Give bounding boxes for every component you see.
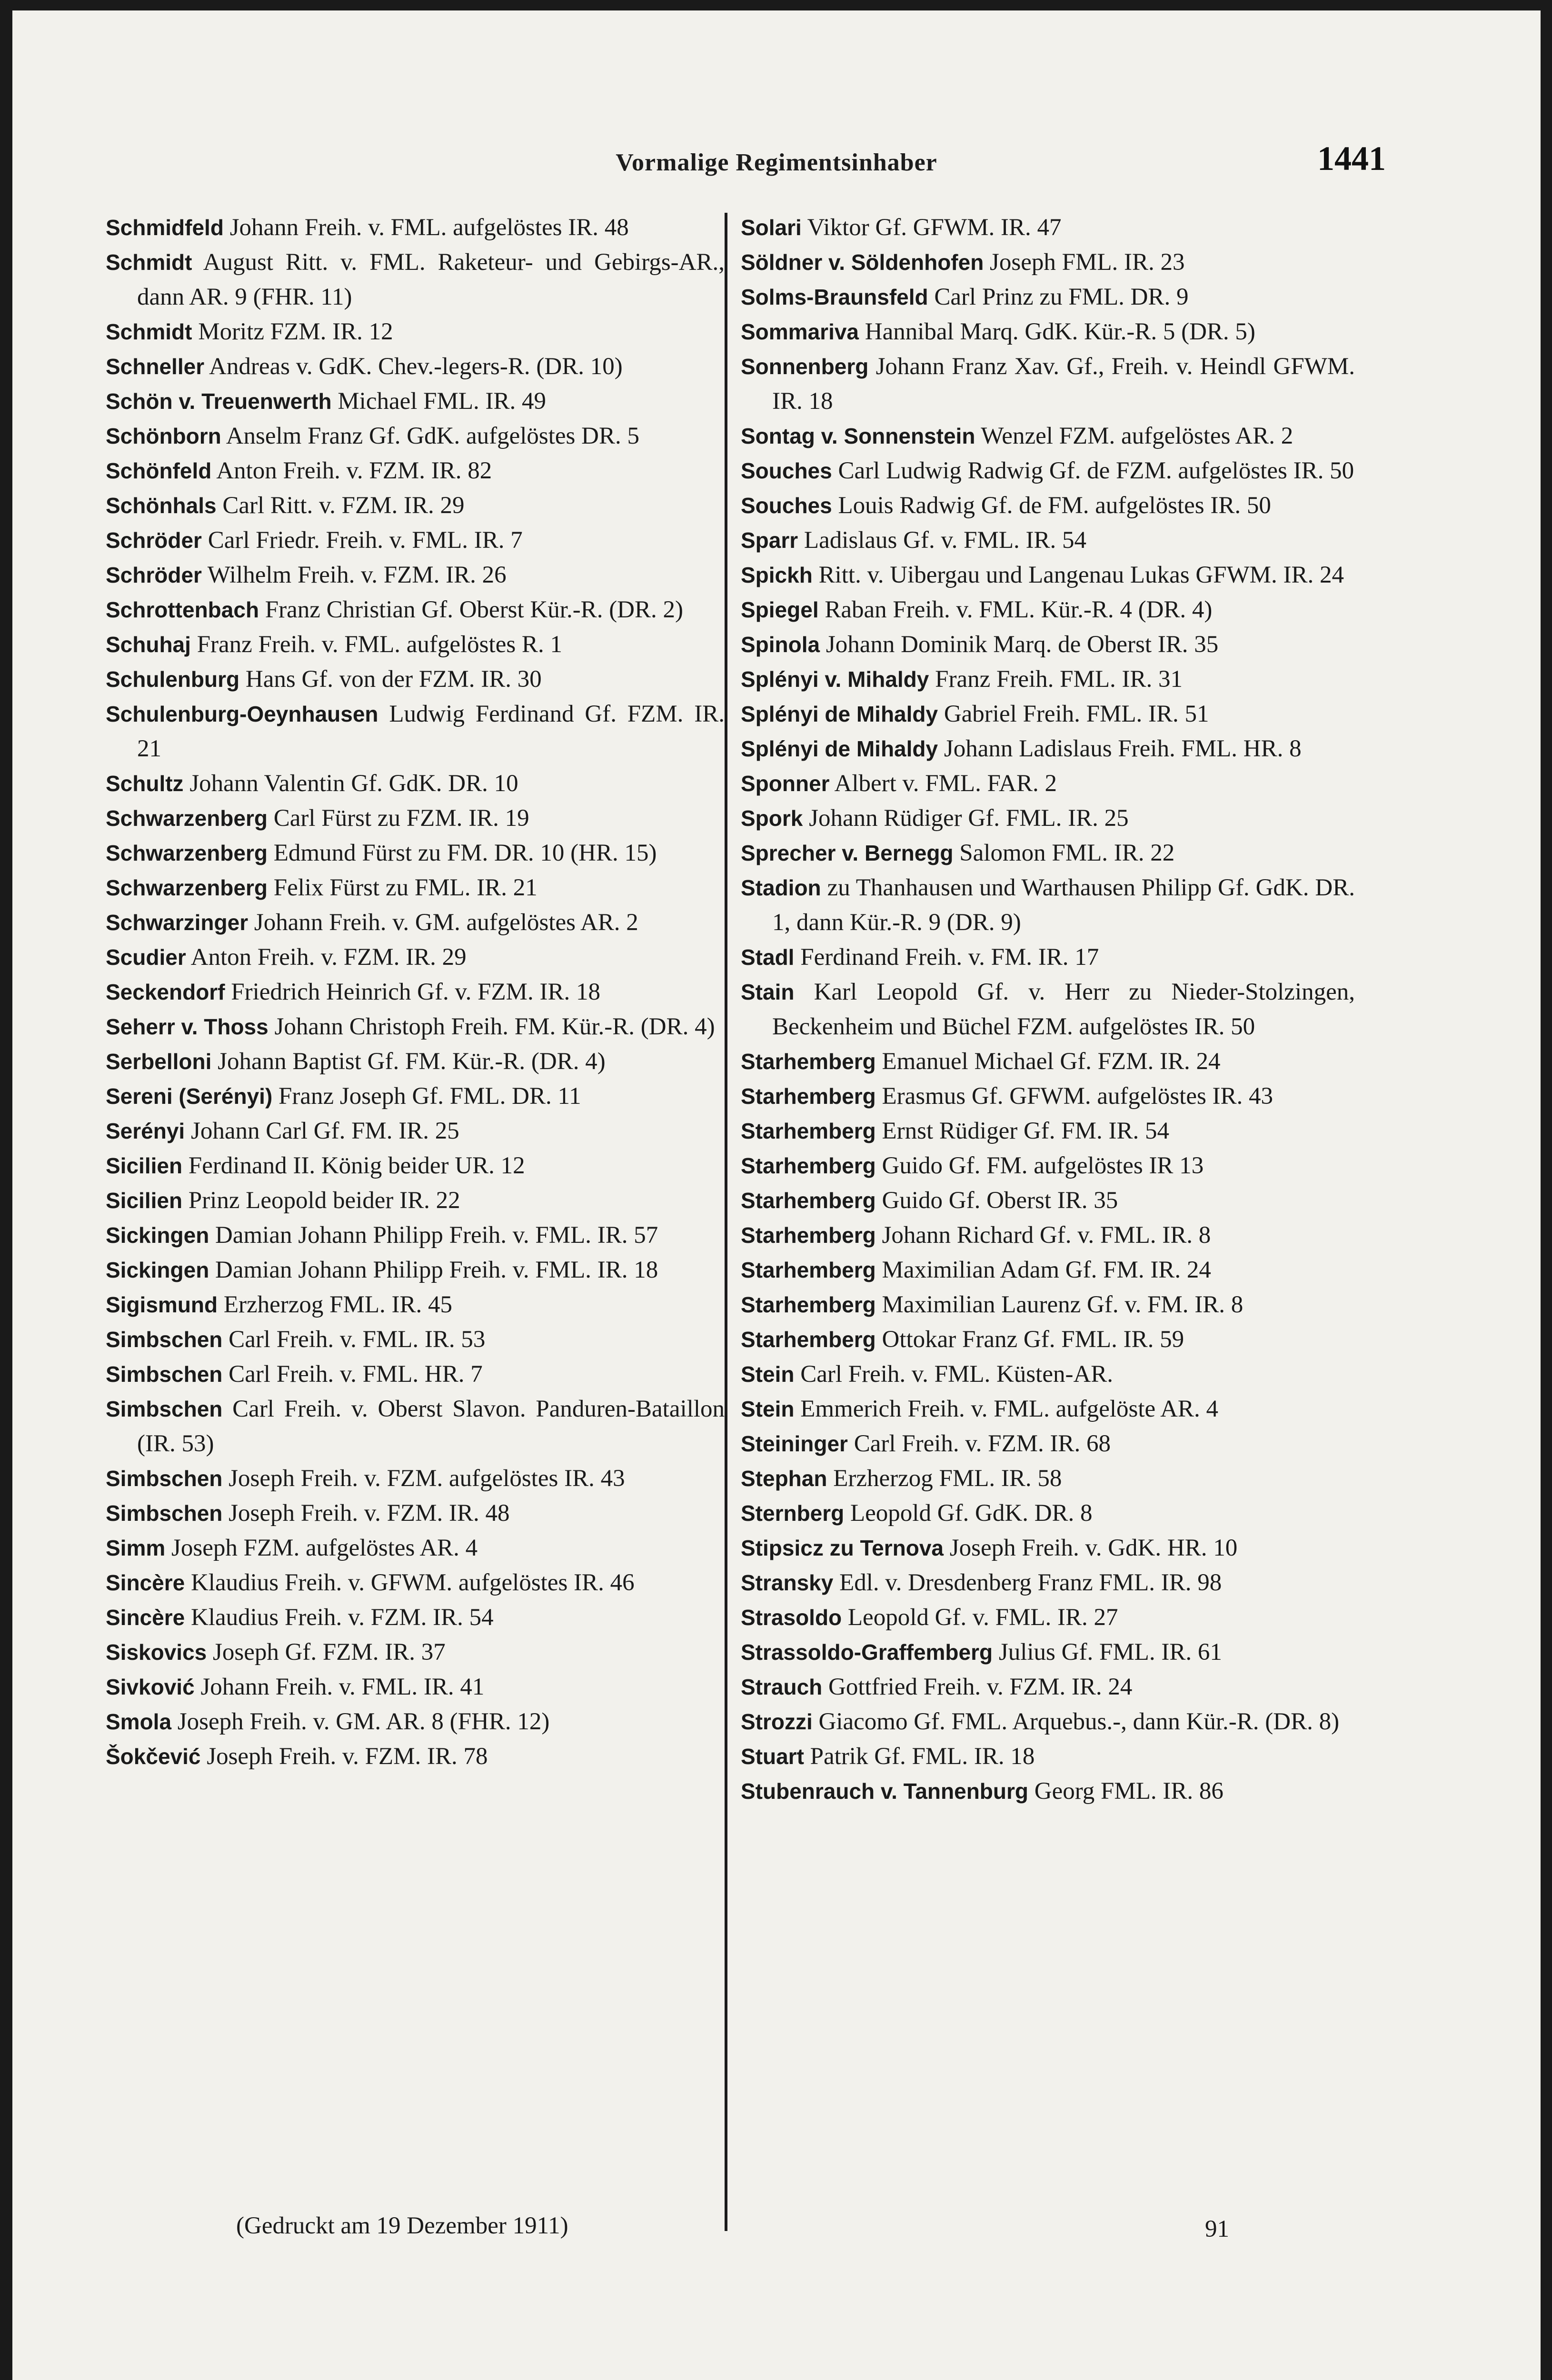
entry-details: Johann Freih. v. FML. aufgelöstes IR. 48 (223, 214, 629, 241)
entry-details: Karl Leopold Gf. v. Herr zu Nieder-Stolzingen, Beckenheim und Büchel FZM. aufgelöstes IR. 50 (772, 979, 1355, 1040)
entry-name: Sommariva (741, 319, 859, 344)
entry-name: Schmidfeld (106, 215, 224, 240)
entry-name: Schröder (106, 563, 202, 587)
register-entry (741, 1149, 1355, 1183)
entry-name: Starhemberg (741, 1223, 876, 1248)
entry-details: Carl Ludwig Radwig Gf. de FZM. aufgelöstes IR. 50 (832, 457, 1354, 484)
entry-details: Anton Freih. v. FZM. IR. 29 (186, 944, 467, 971)
register-entry (106, 593, 725, 627)
register-entry (106, 558, 725, 593)
entry-name: Stadion (741, 875, 821, 900)
register-entry (741, 975, 1355, 1044)
entry-name: Sickingen (106, 1223, 209, 1248)
register-entry (741, 697, 1355, 732)
document-page (12, 10, 1541, 2380)
register-entry (106, 245, 725, 315)
entry-name: Simbschen (106, 1501, 223, 1526)
entry-name: Schwarzenberg (106, 806, 268, 831)
entry-name: Sonnenberg (741, 354, 869, 379)
entry-details: Georg FML. IR. 86 (1028, 1778, 1224, 1805)
register-entry (741, 766, 1355, 801)
entry-name: Souches (741, 458, 832, 483)
entry-details: Carl Freih. v. FML. HR. 7 (222, 1361, 483, 1388)
entry-name: Stain (741, 980, 795, 1004)
entry-details: Franz Freih. v. FML. aufgelöstes R. 1 (190, 631, 562, 658)
entry-name: Sereni (Serényi) (106, 1084, 273, 1109)
register-entry (106, 905, 725, 940)
entry-name: Sternberg (741, 1501, 845, 1526)
entry-details: Johann Baptist Gf. FM. Kür.-R. (DR. 4) (211, 1048, 606, 1075)
register-entry (106, 488, 725, 523)
entry-details: Carl Freih. v. FZM. IR. 68 (847, 1430, 1111, 1457)
register-entry (106, 1566, 725, 1600)
register-entry (741, 801, 1355, 836)
entry-details: Ritt. v. Uibergau und Langenau Lukas GFWM. IR. 24 (812, 562, 1344, 588)
register-entry (106, 1600, 725, 1635)
entry-name: Solari (741, 215, 802, 240)
entry-details: Johann Dominik Marq. de Oberst IR. 35 (820, 631, 1219, 658)
entry-details: Emanuel Michael Gf. FZM. IR. 24 (875, 1048, 1221, 1075)
register-entry (106, 1357, 725, 1392)
entry-details: Edl. v. Dresdenberg Franz FML. IR. 98 (833, 1569, 1222, 1596)
register-entry (741, 1322, 1355, 1357)
entry-name: Solms-Braunsfeld (741, 285, 928, 309)
entry-name: Söldner v. Söldenhofen (741, 250, 984, 275)
entry-details: Johann Franz Xav. Gf., Freih. v. Heindl GFWM. IR. 18 (772, 353, 1355, 415)
entry-name: Stransky (741, 1570, 834, 1595)
register-entry (741, 1600, 1355, 1635)
right-column (741, 210, 1355, 1809)
entry-details: Friedrich Heinrich Gf. v. FZM. IR. 18 (225, 979, 601, 1005)
entry-name: Serényi (106, 1119, 185, 1143)
entry-details: Johann Freih. v. GM. aufgelöstes AR. 2 (248, 909, 638, 936)
register-entry (106, 1183, 725, 1218)
entry-name: Strauch (741, 1675, 823, 1699)
entry-details: Johann Richard Gf. v. FML. IR. 8 (875, 1222, 1211, 1249)
register-entry (741, 1531, 1355, 1566)
register-entry (106, 419, 725, 454)
entry-details: Ludwig Ferdinand Gf. FZM. IR. 21 (137, 701, 725, 762)
entry-details: Carl Ritt. v. FZM. IR. 29 (216, 492, 465, 519)
entry-name: Simbschen (106, 1362, 223, 1387)
register-entry (106, 1531, 725, 1566)
entry-details: Erzherzog FML. IR. 58 (827, 1465, 1062, 1492)
entry-name: Strassoldo-Graffemberg (741, 1640, 993, 1665)
register-entry (106, 871, 725, 905)
page-title: Vormalige Regimentsinhaber (616, 149, 937, 176)
entry-name: Sontag v. Sonnenstein (741, 424, 975, 448)
entry-name: Sparr (741, 528, 798, 553)
entry-details: Johann Christoph Freih. FM. Kür.-R. (DR. 4) (268, 1013, 715, 1040)
register-entry (106, 1635, 725, 1670)
register-entry (741, 593, 1355, 627)
entry-name: Simbschen (106, 1327, 223, 1352)
register-entry (741, 349, 1355, 419)
entry-details: Maximilian Laurenz Gf. v. FM. IR. 8 (875, 1291, 1244, 1318)
register-entry (106, 1322, 725, 1357)
entry-details: Joseph Freih. v. GdK. HR. 10 (944, 1535, 1238, 1561)
register-entry (741, 210, 1355, 245)
register-entry (106, 384, 725, 419)
entry-name: Schulenburg-Oeynhausen (106, 702, 378, 726)
entry-details: Joseph Freih. v. FZM. IR. 78 (200, 1743, 488, 1770)
entry-name: Sponner (741, 771, 830, 796)
register-entry (741, 940, 1355, 975)
print-date: (Gedruckt am 19 Dezember 1911) (236, 2212, 568, 2239)
register-entry (106, 1079, 725, 1114)
entry-details: Joseph Freih. v. GM. AR. 8 (FHR. 12) (171, 1708, 550, 1735)
entry-name: Strasoldo (741, 1605, 842, 1630)
entry-details: Moritz FZM. IR. 12 (192, 318, 393, 345)
register-entry (741, 871, 1355, 940)
register-entry (106, 315, 725, 349)
entry-name: Schönfeld (106, 458, 212, 483)
entry-details: August Ritt. v. FML. Raketeur- und Gebirgs-AR., dann AR. 9 (FHR. 11) (137, 249, 725, 310)
entry-name: Stipsicz zu Ternova (741, 1536, 944, 1560)
entry-details: Giacomo Gf. FML. Arquebus.-, dann Kür.-R. (DR. 8) (812, 1708, 1340, 1735)
register-entry (106, 1461, 725, 1496)
entry-details: Joseph Gf. FZM. IR. 37 (207, 1639, 446, 1666)
entry-name: Sprecher v. Bernegg (741, 841, 954, 865)
register-entry (741, 488, 1355, 523)
entry-details: Damian Johann Philipp Freih. v. FML. IR. 18 (209, 1257, 658, 1283)
entry-details: Anselm Franz Gf. GdK. aufgelöstes DR. 5 (221, 423, 639, 449)
entry-name: Spiegel (741, 597, 819, 622)
entry-details: Guido Gf. FM. aufgelöstes IR 13 (875, 1152, 1204, 1179)
entry-name: Spork (741, 806, 803, 831)
entry-details: Joseph FML. IR. 23 (984, 249, 1185, 276)
entry-details: Gabriel Freih. FML. IR. 51 (938, 701, 1209, 727)
entry-name: Spinola (741, 632, 820, 657)
entry-name: Starhemberg (741, 1188, 876, 1213)
entry-name: Starhemberg (741, 1049, 876, 1074)
entry-name: Stubenrauch v. Tannenburg (741, 1779, 1028, 1804)
register-entry (741, 1218, 1355, 1253)
register-entry (741, 280, 1355, 315)
register-entry (741, 1739, 1355, 1774)
register-entry (106, 349, 725, 384)
register-entry (106, 1739, 725, 1774)
entry-name: Schwarzenberg (106, 841, 268, 865)
entry-details: Louis Radwig Gf. de FM. aufgelöstes IR. 50 (832, 492, 1271, 519)
entry-name: Schulenburg (106, 667, 240, 692)
entry-name: Sivković (106, 1675, 195, 1699)
entry-details: Wenzel FZM. aufgelöstes AR. 2 (975, 423, 1293, 449)
register-entry (106, 1705, 725, 1739)
entry-name: Starhemberg (741, 1119, 876, 1143)
register-entry (106, 1218, 725, 1253)
entry-name: Stephan (741, 1466, 827, 1491)
entry-details: Johann Freih. v. FML. IR. 41 (194, 1674, 485, 1700)
register-entry (741, 1288, 1355, 1322)
entry-details: Erzherzog FML. IR. 45 (218, 1291, 453, 1318)
entry-name: Simm (106, 1536, 166, 1560)
register-entry (106, 1392, 725, 1461)
register-entry (741, 1044, 1355, 1079)
register-entry (106, 1288, 725, 1322)
entry-details: Leopold Gf. GdK. DR. 8 (844, 1500, 1093, 1527)
entry-name: Smola (106, 1709, 172, 1734)
entry-name: Schröder (106, 528, 202, 553)
register-entry (741, 419, 1355, 454)
entry-name: Scudier (106, 945, 186, 970)
entry-name: Steininger (741, 1431, 848, 1456)
entry-details: Leopold Gf. v. FML. IR. 27 (842, 1604, 1118, 1631)
entry-details: Viktor Gf. GFWM. IR. 47 (801, 214, 1062, 241)
register-entry (106, 523, 725, 558)
entry-name: Serbelloni (106, 1049, 212, 1074)
entry-name: Souches (741, 493, 832, 518)
entry-name: Schmidt (106, 319, 192, 344)
entry-name: Schwarzenberg (106, 875, 268, 900)
entry-details: Klaudius Freih. v. GFWM. aufgelöstes IR. 46 (185, 1569, 635, 1596)
register-entry (106, 1253, 725, 1288)
register-entry (106, 975, 725, 1010)
entry-name: Splényi v. Mihaldy (741, 667, 929, 692)
entry-name: Simbschen (106, 1397, 223, 1421)
entry-name: Spickh (741, 563, 813, 587)
register-entry (106, 1044, 725, 1079)
entry-details: Andreas v. GdK. Chev.-legers-R. (DR. 10) (204, 353, 623, 380)
entry-details: Wilhelm Freih. v. FZM. IR. 26 (201, 562, 507, 588)
entry-details: Salomon FML. IR. 22 (953, 840, 1175, 866)
entry-name: Starhemberg (741, 1258, 876, 1282)
entry-details: Ferdinand Freih. v. FM. IR. 17 (794, 944, 1099, 971)
register-entry (741, 1496, 1355, 1531)
register-entry (741, 1079, 1355, 1114)
register-entry (741, 1670, 1355, 1705)
register-entry (106, 1670, 725, 1705)
entry-name: Sickingen (106, 1258, 209, 1282)
left-column (106, 210, 725, 1774)
register-entry (741, 558, 1355, 593)
entry-details: Franz Christian Gf. Oberst Kür.-R. (DR. 2) (259, 596, 684, 623)
entry-name: Sicilien (106, 1153, 183, 1178)
entry-details: Klaudius Freih. v. FZM. IR. 54 (185, 1604, 494, 1631)
entry-details: Carl Friedr. Freih. v. FML. IR. 7 (201, 527, 523, 554)
entry-name: Seckendorf (106, 980, 225, 1004)
register-entry (741, 1427, 1355, 1461)
entry-details: Johann Ladislaus Freih. FML. HR. 8 (938, 735, 1302, 762)
register-entry (741, 1635, 1355, 1670)
entry-details: Johann Carl Gf. FM. IR. 25 (185, 1118, 459, 1144)
entry-name: Stein (741, 1397, 795, 1421)
register-entry (741, 732, 1355, 766)
entry-name: Stuart (741, 1744, 804, 1769)
entry-details: Felix Fürst zu FML. IR. 21 (268, 874, 537, 901)
entry-name: Schrottenbach (106, 597, 259, 622)
register-entry (106, 1149, 725, 1183)
register-entry (106, 1496, 725, 1531)
register-entry (106, 454, 725, 488)
entry-name: Starhemberg (741, 1084, 876, 1109)
entry-name: Sigismund (106, 1292, 218, 1317)
register-entry (106, 1114, 725, 1149)
entry-details: Michael FML. IR. 49 (331, 388, 547, 415)
entry-details: zu Thanhausen und Warthausen Philipp Gf. GdK. DR. 1, dann Kür.-R. 9 (DR. 9) (772, 874, 1355, 936)
column-divider (725, 213, 727, 2231)
entry-name: Sicilien (106, 1188, 183, 1213)
entry-details: Erasmus Gf. GFWM. aufgelöstes IR. 43 (875, 1083, 1273, 1110)
register-entry (106, 697, 725, 766)
entry-details: Carl Freih. v. FML. Küsten-AR. (794, 1361, 1114, 1388)
entry-details: Anton Freih. v. FZM. IR. 82 (211, 457, 492, 484)
entry-details: Ottokar Franz Gf. FML. IR. 59 (875, 1326, 1184, 1353)
entry-details: Johann Valentin Gf. GdK. DR. 10 (183, 770, 518, 797)
entry-details: Joseph Freih. v. FZM. IR. 48 (222, 1500, 510, 1527)
entry-details: Hans Gf. von der FZM. IR. 30 (239, 666, 542, 693)
entry-details: Carl Freih. v. Oberst Slavon. Panduren-Bataillon (IR. 53) (137, 1396, 725, 1457)
entry-details: Joseph FZM. aufgelöstes AR. 4 (165, 1535, 478, 1561)
entry-details: Gottfried Freih. v. FZM. IR. 24 (822, 1674, 1133, 1700)
entry-details: Carl Prinz zu FML. DR. 9 (928, 284, 1189, 310)
entry-name: Šokčević (106, 1744, 201, 1769)
register-entry (741, 1357, 1355, 1392)
entry-name: Seherr v. Thoss (106, 1014, 269, 1039)
entry-name: Schuhaj (106, 632, 191, 657)
entry-details: Joseph Freih. v. FZM. aufgelöstes IR. 43 (222, 1465, 625, 1492)
page-number: 1441 (1317, 139, 1386, 178)
entry-name: Schön v. Treuenwerth (106, 389, 332, 414)
entry-details: Raban Freih. v. FML. Kür.-R. 4 (DR. 4) (818, 596, 1213, 623)
register-entry (741, 454, 1355, 488)
entry-name: Splényi de Mihaldy (741, 702, 938, 726)
entry-details: Emmerich Freih. v. FML. aufgelöste AR. 4 (794, 1396, 1218, 1422)
entry-name: Schultz (106, 771, 184, 796)
entry-name: Sincère (106, 1570, 185, 1595)
entry-details: Johann Rüdiger Gf. FML. IR. 25 (803, 805, 1129, 832)
entry-details: Edmund Fürst zu FM. DR. 10 (HR. 15) (268, 840, 657, 866)
entry-name: Starhemberg (741, 1292, 876, 1317)
register-entry (106, 766, 725, 801)
entry-details: Hannibal Marq. GdK. Kür.-R. 5 (DR. 5) (859, 318, 1255, 345)
entry-details: Prinz Leopold beider IR. 22 (182, 1187, 460, 1214)
register-entry (741, 1566, 1355, 1600)
entry-details: Carl Fürst zu FZM. IR. 19 (268, 805, 529, 832)
register-entry (106, 836, 725, 871)
register-entry (741, 1705, 1355, 1739)
entry-details: Maximilian Adam Gf. FM. IR. 24 (875, 1257, 1211, 1283)
entry-name: Simbschen (106, 1466, 223, 1491)
entry-name: Strozzi (741, 1709, 813, 1734)
entry-details: Damian Johann Philipp Freih. v. FML. IR. 57 (209, 1222, 658, 1249)
register-entry (741, 1392, 1355, 1427)
register-entry (106, 940, 725, 975)
entry-details: Julius Gf. FML. IR. 61 (993, 1639, 1222, 1666)
entry-details: Patrik Gf. FML. IR. 18 (804, 1743, 1035, 1770)
entry-name: Stein (741, 1362, 795, 1387)
entry-details: Franz Joseph Gf. FML. DR. 11 (272, 1083, 581, 1110)
entry-details: Carl Freih. v. FML. IR. 53 (222, 1326, 486, 1353)
entry-name: Sincère (106, 1605, 185, 1630)
register-entry (741, 662, 1355, 697)
entry-name: Schönhals (106, 493, 217, 518)
register-entry (741, 1774, 1355, 1809)
entry-details: Ernst Rüdiger Gf. FM. IR. 54 (875, 1118, 1169, 1144)
entry-name: Schmidt (106, 250, 192, 275)
register-entry (741, 1114, 1355, 1149)
register-entry (106, 210, 725, 245)
register-entry (741, 245, 1355, 280)
register-entry (106, 627, 725, 662)
entry-details: Franz Freih. FML. IR. 31 (929, 666, 1183, 693)
entry-details: Guido Gf. Oberst IR. 35 (875, 1187, 1118, 1214)
entry-name: Stadl (741, 945, 795, 970)
register-entry (741, 1253, 1355, 1288)
register-entry (741, 1183, 1355, 1218)
entry-name: Siskovics (106, 1640, 207, 1665)
entry-details: Albert v. FML. FAR. 2 (829, 770, 1057, 797)
register-entry (106, 662, 725, 697)
register-entry (741, 523, 1355, 558)
entry-name: Splényi de Mihaldy (741, 736, 938, 761)
page-header (12, 139, 1541, 196)
entry-details: Ladislaus Gf. v. FML. IR. 54 (798, 527, 1086, 554)
register-entry (741, 627, 1355, 662)
register-entry (106, 1010, 725, 1044)
register-entry (741, 836, 1355, 871)
entry-details: Ferdinand II. König beider UR. 12 (182, 1152, 525, 1179)
entry-name: Schönborn (106, 424, 221, 448)
entry-name: Schwarzinger (106, 910, 249, 935)
register-entry (741, 1461, 1355, 1496)
entry-name: Starhemberg (741, 1327, 876, 1352)
sheet-number: 91 (1205, 2216, 1229, 2242)
register-entry (106, 801, 725, 836)
entry-name: Schneller (106, 354, 205, 379)
entry-name: Starhemberg (741, 1153, 876, 1178)
register-entry (741, 315, 1355, 349)
